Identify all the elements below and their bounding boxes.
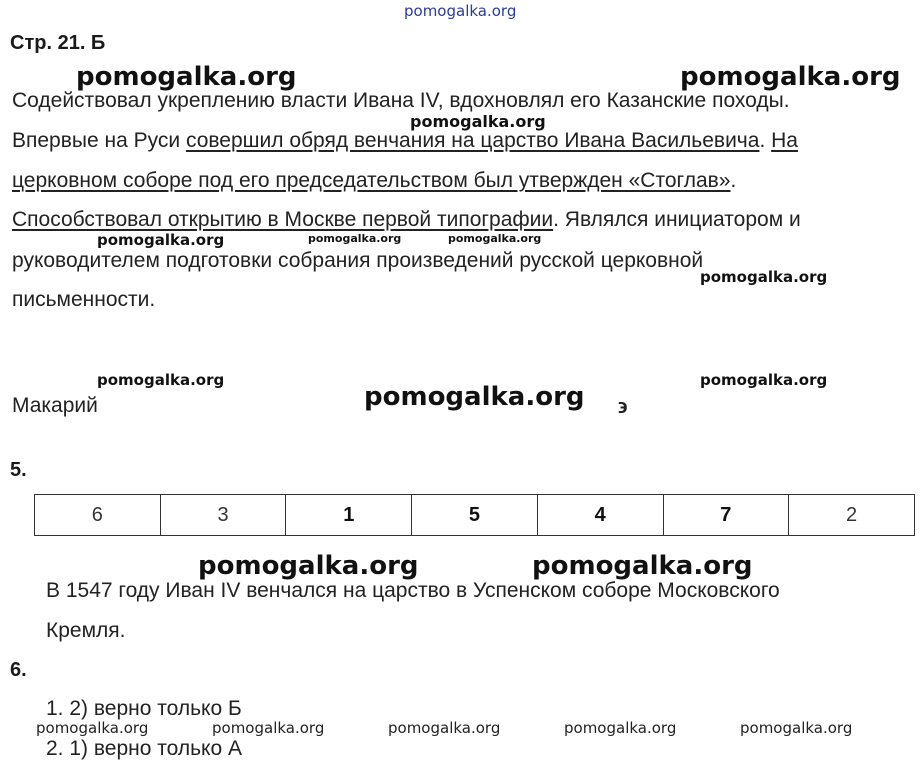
underlined-stoglav: церковном соборе под его председательством был утвержден «Стоглав» (12, 169, 731, 192)
watermark: pomogalka.org (76, 62, 297, 92)
table-cell: 6 (35, 495, 161, 536)
paragraph-line-1 (12, 89, 790, 113)
watermark: pomogalka.org (97, 231, 225, 249)
task-5-text-line-2: Кремля. (46, 619, 126, 642)
watermark: pomogalka.org (308, 232, 402, 245)
paragraph-line-5 (12, 249, 703, 273)
task-5-number: 5. (10, 459, 27, 481)
table-cell: 4 (537, 495, 663, 536)
page-reference-heading: Стр. 21. Б (10, 32, 106, 54)
task-6-item-1: 1. 2) верно только Б (46, 697, 242, 720)
watermark: pomogalka.org (700, 371, 828, 389)
watermark: pomogalka.org (564, 719, 677, 737)
paragraph-line-6 (12, 288, 155, 312)
underlined-na: На (771, 129, 798, 152)
answer-table (34, 494, 915, 536)
task-6-item-2: 2. 1) верно только А (46, 737, 242, 760)
table-cell: 7 (663, 495, 789, 536)
watermark: pomogalka.org (740, 719, 853, 737)
paragraph-line-2 (12, 129, 798, 153)
underlined-typography: Способствовал открытию в Москве первой типографии (12, 208, 554, 231)
task-5-text-line-1: В 1547 году Иван IV венчался на царство в Успенском соборе Московского (46, 579, 780, 602)
watermark-top: pomogalka.org (404, 2, 517, 20)
paragraph-line-1-text: Содействовал укреплению власти Ивана IV, вдохновлял его Казанские походы. (12, 89, 790, 112)
watermark: pomogalka.org (700, 268, 828, 286)
paragraph-line-4-text: . Являлся инициатором и (553, 208, 801, 231)
table-cell: 2 (789, 495, 915, 536)
task-6-number: 6. (10, 659, 27, 681)
watermark: pomogalka.org (532, 551, 753, 581)
watermark: pomogalka.org (97, 371, 225, 389)
answer-macarius: Макарий (12, 394, 98, 417)
paragraph-line-2-punct: . (759, 129, 772, 152)
table-cell: 5 (412, 495, 538, 536)
table-row (35, 495, 915, 536)
table-cell: 3 (160, 495, 286, 536)
watermark: pomogalka.org (364, 382, 585, 412)
paragraph-line-3 (12, 169, 736, 193)
paragraph-line-2-text: Впервые на Руси (12, 129, 186, 152)
paragraph-line-6-text: письменности. (12, 288, 156, 311)
underlined-coronation: совершил обряд венчания на царство Ивана Васильевича (185, 129, 760, 152)
watermark: pomogalka.org (198, 551, 419, 581)
watermark: pomogalka.org (36, 719, 149, 737)
watermark: pomogalka.org (680, 62, 901, 92)
paragraph-line-4 (12, 208, 801, 232)
watermark: pomogalka.org (388, 719, 501, 737)
paragraph-line-3-punct: . (730, 169, 737, 192)
stray-glyph: ϶ (618, 396, 628, 418)
paragraph-line-5-text: руководителем подготовки собрания произведений русской церковной (12, 249, 704, 272)
watermark: pomogalka.org (212, 719, 325, 737)
table-cell: 1 (286, 495, 412, 536)
watermark: pomogalka.org (410, 112, 546, 131)
watermark: pomogalka.org (448, 232, 542, 245)
